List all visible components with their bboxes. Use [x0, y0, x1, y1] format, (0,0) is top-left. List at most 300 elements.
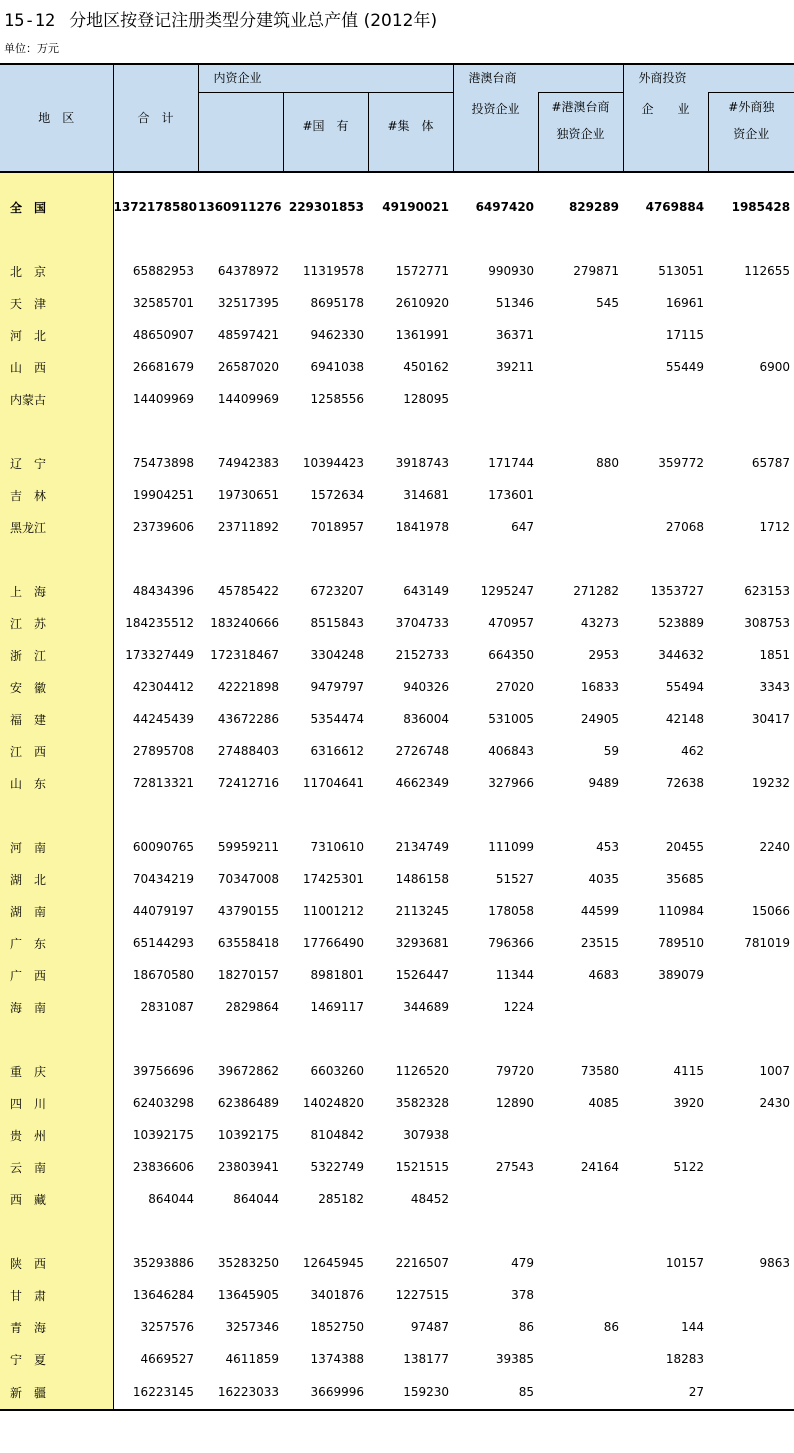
value-cell: [538, 1279, 623, 1311]
value-cell: 10157: [665, 1256, 705, 1270]
region-cell: 山 东: [0, 767, 113, 799]
value-cell: [538, 991, 623, 1023]
region-cell: [0, 172, 113, 191]
value-cell: 9489: [588, 776, 620, 790]
table-row: [0, 735, 794, 767]
value-cell: 36371: [495, 328, 535, 342]
value-cell: [198, 415, 283, 447]
value-cell: 26587020: [217, 360, 279, 374]
table-row: [0, 639, 794, 671]
value-cell: [708, 959, 794, 991]
value-cell: 159230: [368, 1375, 453, 1410]
value-cell: [198, 799, 283, 831]
value-cell: 48452: [410, 1192, 450, 1206]
value-cell: 8695178: [310, 296, 364, 310]
value-cell: 35685: [665, 872, 705, 886]
value-cell: 72412716: [217, 776, 279, 790]
value-cell: 6941038: [310, 360, 364, 374]
value-cell: 4115: [673, 1064, 705, 1078]
value-cell: 836004: [403, 712, 450, 726]
value-cell: 389079: [658, 968, 705, 982]
value-cell: 6497420: [475, 200, 535, 214]
value-cell: 11344: [495, 968, 535, 982]
value-cell: 2831087: [140, 1000, 194, 1014]
value-cell: 2134749: [395, 840, 450, 854]
value-cell: 279871: [573, 264, 620, 278]
value-cell: 8515843: [310, 616, 364, 630]
value-cell: 2152733: [395, 648, 450, 662]
value-cell: 39672862: [217, 1064, 279, 1078]
spacer-row: [0, 1023, 794, 1055]
value-cell: 97487: [410, 1320, 450, 1334]
value-cell: 4662349: [395, 776, 450, 790]
value-cell: [113, 172, 198, 191]
value-cell: 4035: [588, 872, 620, 886]
region-cell: 山 西: [0, 351, 113, 383]
table-row: [0, 671, 794, 703]
value-cell: 3343: [759, 680, 791, 694]
region-cell: 上 海: [0, 575, 113, 607]
value-cell: 643149: [403, 584, 450, 598]
value-cell: [453, 415, 538, 447]
value-cell: 6900: [759, 360, 791, 374]
region-cell: 云 南: [0, 1151, 113, 1183]
header-total: 合 计: [113, 64, 198, 172]
value-cell: [623, 1119, 708, 1151]
value-cell: 1486158: [395, 872, 450, 886]
value-cell: [368, 223, 453, 255]
value-cell: [283, 1023, 368, 1055]
header-collective: #集 体: [368, 92, 453, 172]
value-cell: 42221898: [217, 680, 279, 694]
value-cell: 6603260: [310, 1064, 364, 1078]
value-cell: [708, 1343, 794, 1375]
value-cell: [623, 991, 708, 1023]
region-cell: 湖 北: [0, 863, 113, 895]
value-cell: [368, 415, 453, 447]
value-cell: 27543: [495, 1160, 535, 1174]
table-row: [0, 1375, 794, 1410]
value-cell: [708, 223, 794, 255]
region-cell: 湖 南: [0, 895, 113, 927]
region-cell: 四 川: [0, 1087, 113, 1119]
region-cell: 河 北: [0, 319, 113, 351]
region-cell: [0, 799, 113, 831]
value-cell: [708, 383, 794, 415]
value-cell: [453, 1183, 538, 1215]
value-cell: 545: [596, 296, 620, 310]
value-cell: [623, 172, 708, 191]
value-cell: 43790155: [217, 904, 279, 918]
value-cell: [623, 383, 708, 415]
table-row: [0, 383, 794, 415]
value-cell: [368, 1215, 453, 1247]
unit-label: 单位：万元: [4, 42, 59, 55]
value-cell: 864044: [233, 1192, 279, 1206]
value-cell: [538, 223, 623, 255]
value-cell: 10392175: [132, 1128, 194, 1142]
value-cell: 829289: [568, 200, 620, 214]
value-cell: [198, 543, 283, 575]
value-cell: 462: [681, 744, 705, 758]
value-cell: 178058: [488, 904, 535, 918]
value-cell: 11704641: [302, 776, 364, 790]
value-cell: 39756696: [132, 1064, 194, 1078]
value-cell: [708, 543, 794, 575]
header-foreign-sole: #外商独 资企业: [708, 92, 794, 172]
value-cell: 1258556: [310, 392, 364, 406]
value-cell: 32585701: [132, 296, 194, 310]
value-cell: 9863: [759, 1256, 791, 1270]
value-cell: 24905: [580, 712, 620, 726]
value-cell: [453, 383, 538, 415]
value-cell: [198, 172, 283, 191]
spacer-row: [0, 1215, 794, 1247]
table-row: [0, 575, 794, 607]
value-cell: [198, 1215, 283, 1247]
value-cell: 86: [518, 1320, 535, 1334]
region-cell: 河 南: [0, 831, 113, 863]
table-body: [0, 172, 794, 1410]
value-cell: 55494: [665, 680, 705, 694]
region-cell: 重 庆: [0, 1055, 113, 1087]
value-cell: 55449: [665, 360, 705, 374]
region-cell: 贵 州: [0, 1119, 113, 1151]
table-row: [0, 447, 794, 479]
value-cell: 327966: [488, 776, 535, 790]
value-cell: 15066: [751, 904, 791, 918]
table-row: [0, 767, 794, 799]
table-number: 15-12: [4, 11, 56, 31]
value-cell: 48434396: [132, 584, 194, 598]
value-cell: 12890: [495, 1096, 535, 1110]
value-cell: 112655: [744, 264, 791, 278]
value-cell: [708, 735, 794, 767]
value-cell: 453: [596, 840, 620, 854]
value-cell: 35293886: [132, 1256, 194, 1270]
value-cell: 11319578: [302, 264, 364, 278]
value-cell: 72813321: [132, 776, 194, 790]
value-cell: 62403298: [132, 1096, 194, 1110]
value-cell: [453, 543, 538, 575]
table-row: [0, 351, 794, 383]
value-cell: 781019: [744, 936, 791, 950]
region-cell: 黑龙江: [0, 511, 113, 543]
value-cell: 1841978: [395, 520, 450, 534]
table-title-text: 分地区按登记注册类型分建筑业总产值 (2012年): [69, 11, 438, 31]
value-cell: [538, 1215, 623, 1247]
value-cell: 3293681: [395, 936, 450, 950]
value-cell: [453, 172, 538, 191]
value-cell: 880: [596, 456, 620, 470]
value-cell: 1572634: [310, 488, 364, 502]
value-cell: 359772: [658, 456, 705, 470]
value-cell: [283, 1215, 368, 1247]
value-cell: 144: [681, 1320, 705, 1334]
value-cell: [453, 1215, 538, 1247]
table-row: [0, 511, 794, 543]
value-cell: 44245439: [132, 712, 194, 726]
value-cell: [623, 223, 708, 255]
value-cell: 3257346: [225, 1320, 279, 1334]
header-hmt-invest: 投资企业: [453, 92, 538, 172]
value-cell: 1224: [503, 1000, 535, 1014]
value-cell: [538, 1375, 623, 1410]
region-cell: 浙 江: [0, 639, 113, 671]
value-cell: 35283250: [217, 1256, 279, 1270]
value-cell: 45785422: [217, 584, 279, 598]
region-cell: 吉 林: [0, 479, 113, 511]
spacer-row: [0, 415, 794, 447]
value-cell: 9479797: [310, 680, 364, 694]
value-cell: 43672286: [217, 712, 279, 726]
value-cell: [623, 543, 708, 575]
region-cell: 安 徽: [0, 671, 113, 703]
region-cell: [0, 415, 113, 447]
table-row: [0, 255, 794, 287]
value-cell: 17766490: [302, 936, 364, 950]
value-cell: 314681: [403, 488, 450, 502]
value-cell: 27: [623, 1375, 708, 1410]
region-cell: 陕 西: [0, 1247, 113, 1279]
value-cell: 70347008: [217, 872, 279, 886]
region-cell: 广 东: [0, 927, 113, 959]
value-cell: [708, 1215, 794, 1247]
value-cell: 7310610: [310, 840, 364, 854]
value-cell: 70434219: [132, 872, 194, 886]
value-cell: [538, 799, 623, 831]
value-cell: [113, 543, 198, 575]
region-cell: 新 疆: [0, 1375, 113, 1410]
header-domestic: 内资企业: [198, 64, 453, 92]
value-cell: 2113245: [395, 904, 450, 918]
value-cell: 1526447: [395, 968, 450, 982]
table-row: [0, 287, 794, 319]
value-cell: 86: [603, 1320, 620, 1334]
value-cell: [113, 1215, 198, 1247]
header-foreign-invest: 企 业: [623, 92, 708, 172]
header-hmt-sole: #港澳台商 独资企业: [538, 92, 623, 172]
value-cell: 864044: [148, 1192, 194, 1206]
value-cell: 796366: [488, 936, 535, 950]
value-cell: 79720: [495, 1064, 535, 1078]
region-cell: 江 西: [0, 735, 113, 767]
value-cell: 344632: [658, 648, 705, 662]
region-cell: 全 国: [0, 191, 113, 223]
value-cell: [623, 479, 708, 511]
value-cell: [538, 479, 623, 511]
value-cell: 990930: [488, 264, 535, 278]
value-cell: 173327449: [125, 648, 194, 662]
value-cell: 1851: [759, 648, 791, 662]
value-cell: 308753: [744, 616, 791, 630]
value-cell: 59959211: [217, 840, 279, 854]
value-cell: 48597421: [217, 328, 279, 342]
value-cell: [623, 1279, 708, 1311]
value-cell: 1360911276: [198, 200, 282, 214]
region-cell: 北 京: [0, 255, 113, 287]
value-cell: [283, 543, 368, 575]
value-cell: 285182: [318, 1192, 364, 1206]
value-cell: [708, 991, 794, 1023]
value-cell: 27020: [495, 680, 535, 694]
value-cell: [538, 351, 623, 383]
value-cell: 60090765: [132, 840, 194, 854]
value-cell: 3304248: [310, 648, 364, 662]
value-cell: 183240666: [210, 616, 279, 630]
value-cell: 4769884: [645, 200, 705, 214]
value-cell: [538, 172, 623, 191]
value-cell: 3669996: [283, 1375, 368, 1410]
value-cell: 51527: [495, 872, 535, 886]
table-row: [0, 927, 794, 959]
value-cell: 16223033: [198, 1375, 283, 1410]
value-cell: 470957: [488, 616, 535, 630]
value-cell: 3257576: [140, 1320, 194, 1334]
region-cell: [0, 543, 113, 575]
value-cell: [538, 383, 623, 415]
value-cell: 229301853: [288, 200, 364, 214]
spacer-row: [0, 543, 794, 575]
value-cell: [623, 1215, 708, 1247]
value-cell: 27068: [665, 520, 705, 534]
value-cell: 14024820: [302, 1096, 364, 1110]
value-cell: 39211: [495, 360, 535, 374]
value-cell: [283, 799, 368, 831]
value-cell: 59: [603, 744, 620, 758]
value-cell: 138177: [403, 1352, 450, 1366]
value-cell: 72638: [665, 776, 705, 790]
table-row: [0, 1279, 794, 1311]
table-row: [0, 959, 794, 991]
value-cell: [283, 172, 368, 191]
value-cell: [538, 1343, 623, 1375]
value-cell: 664350: [488, 648, 535, 662]
value-cell: 65144293: [132, 936, 194, 950]
value-cell: 1361991: [395, 328, 450, 342]
value-cell: [708, 1375, 794, 1410]
value-cell: 10392175: [217, 1128, 279, 1142]
spacer-row: [0, 799, 794, 831]
value-cell: [538, 415, 623, 447]
table-row: [0, 1247, 794, 1279]
table-row: [0, 991, 794, 1023]
region-cell: 辽 宁: [0, 447, 113, 479]
value-cell: 450162: [403, 360, 450, 374]
value-cell: [538, 511, 623, 543]
table-row: [0, 479, 794, 511]
value-cell: 10394423: [302, 456, 364, 470]
value-cell: [453, 223, 538, 255]
value-cell: [708, 1151, 794, 1183]
value-cell: 172318467: [210, 648, 279, 662]
value-cell: 19232: [751, 776, 791, 790]
value-cell: 16961: [665, 296, 705, 310]
value-cell: 378: [511, 1288, 535, 1302]
region-cell: 江 苏: [0, 607, 113, 639]
value-cell: 623153: [744, 584, 791, 598]
region-cell: 宁 夏: [0, 1343, 113, 1375]
value-cell: [623, 415, 708, 447]
value-cell: 344689: [403, 1000, 450, 1014]
value-cell: [708, 479, 794, 511]
value-cell: 3401876: [310, 1288, 364, 1302]
value-cell: 44079197: [132, 904, 194, 918]
value-cell: 1372178580: [113, 200, 197, 214]
value-cell: [623, 1183, 708, 1215]
value-cell: [708, 1311, 794, 1343]
value-cell: 27488403: [217, 744, 279, 758]
value-cell: 1469117: [310, 1000, 364, 1014]
value-cell: 2430: [759, 1096, 791, 1110]
value-cell: [708, 287, 794, 319]
value-cell: 1712: [759, 520, 791, 534]
value-cell: [283, 415, 368, 447]
value-cell: 1227515: [395, 1288, 450, 1302]
value-cell: [538, 319, 623, 351]
value-cell: 23836606: [132, 1160, 194, 1174]
value-cell: [708, 1279, 794, 1311]
value-cell: 19904251: [132, 488, 194, 502]
value-cell: [708, 172, 794, 191]
value-cell: 32517395: [217, 296, 279, 310]
table-row: [0, 1087, 794, 1119]
value-cell: [708, 1183, 794, 1215]
region-cell: 福 建: [0, 703, 113, 735]
value-cell: 531005: [488, 712, 535, 726]
value-cell: 73580: [580, 1064, 620, 1078]
table-row: [0, 1151, 794, 1183]
table-row: [0, 607, 794, 639]
value-cell: 647: [511, 520, 535, 534]
value-cell: 8981801: [310, 968, 364, 982]
value-cell: 11001212: [302, 904, 364, 918]
value-cell: 3582328: [395, 1096, 450, 1110]
value-cell: 49190021: [382, 200, 450, 214]
spacer-row: [0, 223, 794, 255]
value-cell: 1353727: [650, 584, 705, 598]
value-cell: 24164: [580, 1160, 620, 1174]
value-cell: [708, 1023, 794, 1055]
value-cell: 14409969: [217, 392, 279, 406]
value-cell: [198, 1023, 283, 1055]
value-cell: 27895708: [132, 744, 194, 758]
region-cell: 甘 肃: [0, 1279, 113, 1311]
value-cell: [113, 223, 198, 255]
header-foreign-top: 外商投资: [623, 64, 794, 92]
data-table: [0, 63, 794, 1411]
value-cell: [368, 799, 453, 831]
table-row: [0, 895, 794, 927]
value-cell: 523889: [658, 616, 705, 630]
value-cell: 16833: [580, 680, 620, 694]
value-cell: 85: [453, 1375, 538, 1410]
value-cell: 23515: [580, 936, 620, 950]
value-cell: 63558418: [217, 936, 279, 950]
value-cell: [623, 1023, 708, 1055]
value-cell: [453, 1119, 538, 1151]
value-cell: 23711892: [217, 520, 279, 534]
value-cell: 1521515: [395, 1160, 450, 1174]
value-cell: [708, 415, 794, 447]
header-region: 地 区: [0, 64, 113, 172]
value-cell: [538, 1247, 623, 1279]
value-cell: [113, 799, 198, 831]
value-cell: 128095: [403, 392, 450, 406]
value-cell: 110984: [658, 904, 705, 918]
value-cell: 1007: [759, 1064, 791, 1078]
value-cell: 7018957: [310, 520, 364, 534]
